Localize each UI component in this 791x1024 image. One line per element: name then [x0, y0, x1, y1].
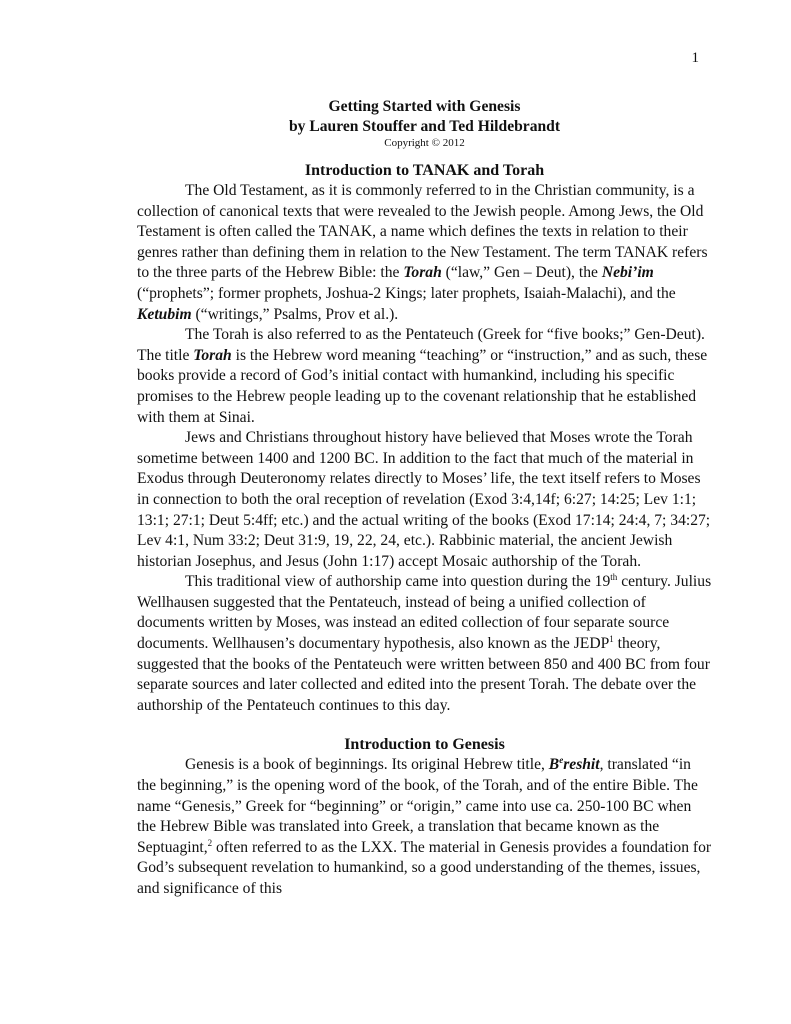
- section-heading-genesis: Introduction to Genesis: [344, 736, 505, 754]
- term-nebiim: Nebi’im: [601, 264, 654, 282]
- bereshit-e-superscript: e: [559, 755, 564, 766]
- text-run: (“writings,” Psalms, Prov et al.).: [191, 305, 399, 323]
- bereshit-b: B: [548, 756, 560, 774]
- term-bereshit: [549, 756, 600, 773]
- text-run: century. Julius Wellhausen suggested that the Pentateuch, instead of being a unified collection of documents written by Moses, was instead an edited collection of four separate source documents. Wellhausen’s documentary hypothesis, also known as the JEDP: [137, 573, 712, 653]
- page-number: 1: [691, 50, 699, 66]
- text-run: This traditional view of authorship came into question during the 19: [185, 573, 611, 591]
- bereshit-rest: reshit: [563, 756, 600, 774]
- document-authors: by Lauren Stouffer and Ted Hildebrandt: [288, 117, 561, 135]
- text-run: (“law,” Gen – Deut), the: [441, 264, 602, 282]
- text-run: is the Hebrew word meaning “teaching” or “instruction,” and as such, these books provide a record of God’s initial contact with humankind, including his specific promises to the Hebrew people leading up to the covenant relationship that he established with them at Sinai.: [137, 346, 708, 426]
- superscript-th: th: [610, 572, 618, 583]
- text-run: , translated “in the beginning,” is the opening word of the book, of the Torah, and of the entire Bible. The name “Genesis,” Greek for “beginning” or “origin,” came into use ca. 250-100 BC when the Hebrew Bible was translated into Greek, a translation that became known as the Septuagint,: [137, 756, 698, 856]
- term-torah: Torah: [403, 264, 442, 282]
- text-run: often referred to as the LXX. The material in Genesis provides a foundation for God’s subsequent revelation to humankind, so a good understanding of the themes, issues, and significance of this: [137, 838, 712, 897]
- copyright-notice: Copyright © 2012: [384, 137, 465, 149]
- title-block: [137, 97, 712, 150]
- document-body: [137, 97, 712, 900]
- paragraph-tanak-intro: [137, 181, 712, 325]
- footnote-ref-2[interactable]: 2: [207, 837, 213, 848]
- term-torah: Torah: [193, 346, 232, 364]
- paragraph-pentateuch: [137, 325, 712, 428]
- paragraph-mosaic-authorship: Jews and Christians throughout history have believed that Moses wrote the Torah sometime between 1400 and 1200 BC. In addition to the fact that much of the material in Exodus through Deuteronomy relates directly to Moses’ life, the text itself refers to Moses in connection to both the oral reception of revelation (Exod 3:4,14f; 6:27; 14:25; Lev 1:1; 13:1; 27:1; Deut 5:4ff; etc.) and the actual writing of the books (Exod 17:14; 24:4, 7; 34:27; Lev 4:1, Num 33:2; Deut 31:9, 19, 22, 24, etc.). Rabbinic material, the ancient Jewish historian Josephus, and Jesus (John 1:17) accept Mosaic authorship of the Torah.: [137, 429, 711, 570]
- paragraph-genesis-intro: [137, 755, 712, 899]
- text-run: The Torah is also referred to as the Pentateuch (Greek for “five books;” Gen-Deut). The title: [137, 326, 705, 364]
- term-ketubim: Ketubim: [137, 305, 192, 323]
- text-run: theory, suggested that the books of the Pentateuch were written between 850 and 400 BC from four separate sources and later collected and edited into the present Torah. The debate over the authorship of the Pentateuch continues to this day.: [137, 635, 710, 714]
- paragraph-wellhausen: [137, 572, 712, 716]
- text-run: The Old Testament, as it is commonly referred to in the Christian community, is a collection of canonical texts that were revealed to the Jewish people. Among Jews, the Old Testament is often called the TANAK, a name which defines the texts in relation to their genres rather than defining them in relation to the New Testament. The term TANAK refers to the three parts of the Hebrew Bible: the: [137, 182, 708, 282]
- text-run: (“prophets”; former prophets, Joshua-2 Kings; later prophets, Isaiah-Malachi), and the: [137, 284, 676, 302]
- section-heading-tanak: Introduction to TANAK and Torah: [304, 162, 545, 179]
- footnote-ref-1[interactable]: 1: [609, 634, 614, 645]
- document-title: Getting Started with Genesis: [328, 98, 521, 115]
- text-run: Genesis is a book of beginnings. Its original Hebrew title,: [185, 756, 549, 774]
